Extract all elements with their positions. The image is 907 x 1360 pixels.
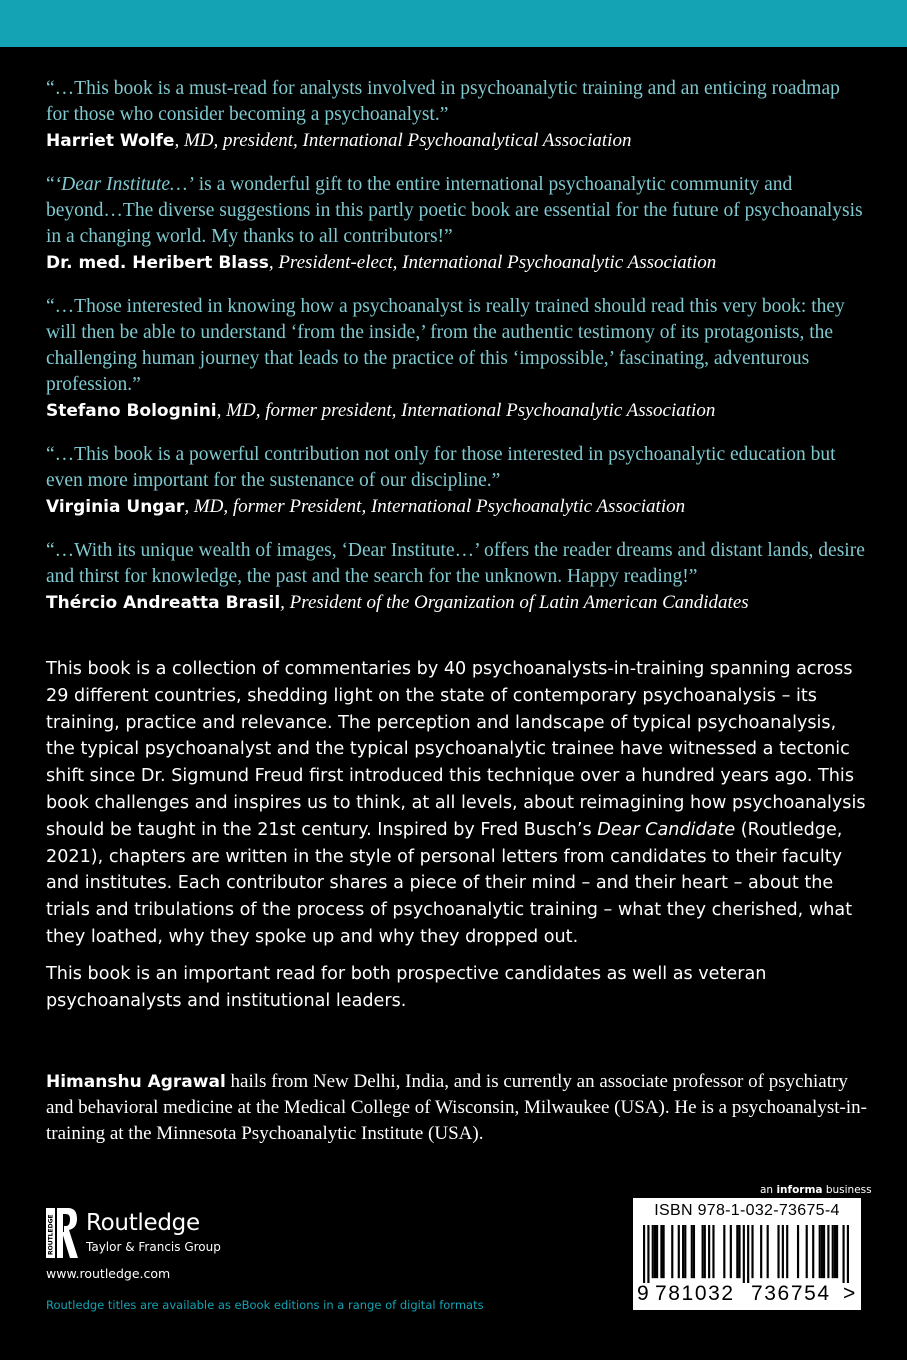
endorsement-3 [46, 294, 866, 424]
ebook-note: Routledge titles are available as eBook editions in a range of digital formats [46, 1298, 484, 1312]
description-title-em: Dear Candidate [597, 819, 736, 840]
author-bio-text: hails from New Delhi, India, and is currently an associate professor of psychiatry and behavioral medicine at the Medical College of Wisconsin, Milwaukee (USA). He is a psychoanalyst-in-training at the Minnesota Psychoanalytic Institute (USA). [46, 1071, 867, 1144]
author-bio [46, 1069, 876, 1147]
barcode-bar [747, 1225, 749, 1283]
barcode-bar [827, 1225, 829, 1278]
barcode-digits [633, 1282, 861, 1306]
barcode-bar [684, 1225, 686, 1278]
quote-title-em: ‘Dear Institute…’ [54, 174, 194, 195]
barcode-bar [712, 1225, 714, 1278]
quote-text: “…This book is a must-read for analysts involved in psychoanalytic training and an enticing roadmap for those who consider becoming a psychoanalyst.” [46, 78, 840, 125]
isbn-label: ISBN 978-1-032-73675-4 [654, 1202, 840, 1219]
barcode-bar [738, 1225, 740, 1278]
quote-text-rest: is a wonderful gift to the entire international psychoanalytic community and beyond…The diverse suggestions in this partly poetic book are essential for the future of psychoanalysis in a changing world. My thanks to all contributors!” [46, 174, 863, 247]
barcode-bar [797, 1225, 799, 1278]
barcode-bar [691, 1225, 693, 1278]
quote-text [46, 172, 866, 250]
quote-author: Dr. med. Heribert Blass [46, 253, 269, 273]
informa-brand: informa [776, 1184, 823, 1196]
quote-open-mark: “ [46, 174, 55, 195]
barcode-bar [812, 1225, 814, 1278]
barcode-bar [693, 1225, 695, 1278]
description-paragraph-2: This book is an important read for both prospective candidates as well as veteran psychoanalysts and institutional leaders. [46, 963, 767, 1011]
endorsement-2 [46, 172, 866, 276]
barcode-bar [760, 1225, 762, 1278]
publisher-url[interactable]: www.routledge.com [46, 1266, 171, 1281]
isbn-barcode-panel [633, 1198, 861, 1310]
barcode-bar [806, 1225, 808, 1278]
barcode-bar [730, 1225, 732, 1278]
barcode-bar [708, 1225, 710, 1278]
barcode-bar [660, 1225, 662, 1278]
barcode-bar [832, 1225, 834, 1278]
barcode-bar [823, 1225, 825, 1278]
quote-author: Virginia Ungar [46, 497, 185, 517]
barcode-bar [836, 1225, 838, 1278]
quote-attribution [46, 250, 866, 276]
barcode-bar [663, 1225, 665, 1278]
top-accent-band [0, 0, 907, 47]
barcode-bar [702, 1225, 704, 1278]
barcode-bar [847, 1225, 849, 1283]
endorsements [46, 76, 866, 634]
barcode-icon [643, 1225, 849, 1283]
barcode-left-group: 781032 [655, 1282, 735, 1305]
barcode-bar [743, 1225, 745, 1283]
quote-author-role: , MD, former president, International Psychoanalytic Association [216, 400, 716, 421]
barcode-bar [777, 1225, 779, 1278]
barcode-bar [821, 1225, 823, 1278]
quote-attribution [46, 590, 866, 616]
publisher-group: Taylor & Francis Group [86, 1240, 221, 1254]
publisher-name: Routledge [86, 1210, 200, 1236]
routledge-r-icon [46, 1208, 78, 1258]
barcode-bar [723, 1225, 725, 1278]
quote-author-role: , President-elect, International Psychoanalytic Association [268, 252, 717, 273]
endorsement-5 [46, 538, 866, 616]
barcode-bar [767, 1225, 769, 1278]
barcode-bar [654, 1225, 656, 1278]
quote-attribution [46, 128, 866, 154]
barcode-right-group: 736754 [751, 1282, 831, 1305]
quote-text: “…This book is a powerful contribution not only for those interested in psychoanalytic education but even more important for the sustenance of our discipline.” [46, 444, 836, 491]
barcode-bar [819, 1225, 821, 1278]
quote-author: Stefano Bolognini [46, 401, 217, 421]
quote-attribution [46, 398, 866, 424]
routledge-vertical-text: ROUTLEDGE [47, 1214, 55, 1255]
barcode-bar [842, 1225, 844, 1283]
barcode-bar [736, 1225, 738, 1278]
quote-author-role: , MD, president, International Psychoanalytical Association [174, 130, 632, 151]
barcode-bar [751, 1225, 753, 1278]
barcode-bar [834, 1225, 836, 1278]
quote-author-role: , MD, former President, International Psychoanalytic Association [184, 496, 686, 517]
informa-prefix: an [760, 1184, 777, 1196]
endorsement-4 [46, 442, 866, 520]
description-text: This book is a collection of commentaries by 40 psychoanalysts-in-training spanning across 29 different countries, shedding light on the state of contemporary psychoanalysis – its training, practice and relevance. The perception and landscape of typical psychoanalysis, the typical psychoanalyst and the typical psychoanalytic trainee have witnessed a tectonic shift since Dr. Sigmund Freud first introduced this technique over a hundred years ago. This book challenges and inspires us to think, at all levels, about reimagining how psychoanalysis should be taught in the 21st century. Inspired by Fred Busch’s [46, 659, 866, 840]
barcode-bar [678, 1225, 680, 1278]
quote-author: Thércio Andreatta Brasil [46, 593, 281, 613]
description-text: (Routledge, 2021), chapters are written in the style of personal letters from candidates to their faculty and institutes. Each contributor shares a piece of their mind – and their heart – about the trials and tribulations of the process of psychoanalytic training – what they cherished, what they loathed, why they spoke up and why they dropped out. [46, 819, 853, 947]
informa-business-label [760, 1184, 872, 1196]
barcode-bar [643, 1225, 645, 1283]
endorsement-1 [46, 76, 866, 154]
author-name: Himanshu Agrawal [46, 1072, 226, 1092]
barcode-bar [786, 1225, 788, 1278]
quote-author-role: , President of the Organization of Latin American Candidates [280, 592, 749, 613]
barcode-bar [704, 1225, 706, 1278]
quote-text: “…With its unique wealth of images, ‘Dear Institute…’ offers the reader dreams and distant lands, desire and thirst for knowledge, the past and the search for the unknown. Happy reading!” [46, 540, 865, 587]
barcode-bar [652, 1225, 654, 1278]
barcode-bar [682, 1225, 684, 1278]
quote-attribution [46, 494, 866, 520]
barcode-bar [671, 1225, 673, 1278]
book-description [46, 656, 866, 1024]
barcode-bar [647, 1225, 649, 1283]
barcode-bar [782, 1225, 784, 1278]
barcode-bar [656, 1225, 658, 1278]
barcode-arrow: > [843, 1282, 856, 1305]
quote-author: Harriet Wolfe [46, 131, 175, 151]
informa-suffix: business [822, 1184, 872, 1196]
description-paragraph-1 [46, 656, 866, 951]
publisher-logo [46, 1208, 346, 1258]
quote-text: “…Those interested in knowing how a psychoanalyst is really trained should read this very book: they will then be able to understand ‘from the inside,’ from the authentic testimony of its protagonists, the challenging human journey that leads to the practice of this ‘impossible,’ fascinating, adventurous profession.” [46, 296, 845, 395]
barcode-first-digit: 9 [637, 1282, 649, 1305]
